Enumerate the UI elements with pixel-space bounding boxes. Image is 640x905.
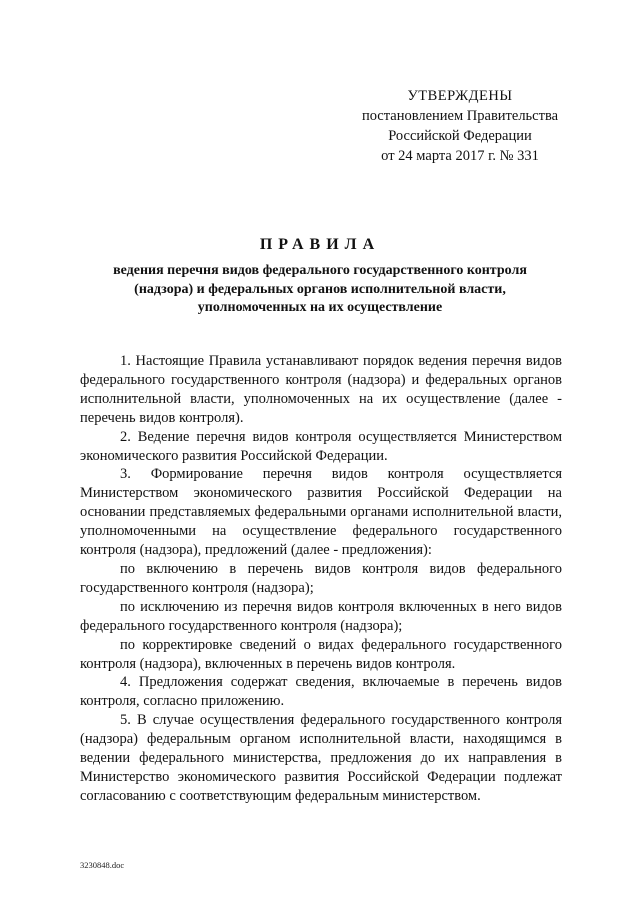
approval-line-2: Российской Федерации: [388, 128, 532, 144]
subtitle-line-1: ведения перечня видов федерального государственного контроля: [113, 263, 527, 278]
paragraph: 5. В случае осуществления федерального государственного контроля (надзора) федеральным органом исполнительной власти, находящимся в ведении федерального министерства, предложения до их направления в Министерство экономического развития Российской Федерации подлежат согласованию с соответствующим федеральным министерством.: [80, 712, 562, 804]
paragraph: 1. Настоящие Правила устанавливают порядок ведения перечня видов федерального государственного контроля (надзора) и федеральных органов исполнительной власти, уполномоченных на их осуществление (далее - перечень видов контроля).: [80, 353, 562, 426]
document-body: [80, 352, 562, 806]
approval-line-3: от 24 марта 2017 г. № 331: [381, 148, 539, 164]
subtitle-line-3: уполномоченных на их осуществление: [197, 300, 443, 315]
approval-block: [340, 86, 580, 166]
paragraph: 4. Предложения содержат сведения, включаемые в перечень видов контроля, согласно приложению.: [80, 674, 562, 710]
document-subtitle: [80, 262, 560, 318]
document-title: ПРАВИЛА: [259, 236, 381, 253]
approval-heading: УТВЕРЖДЕНЫ: [407, 88, 513, 104]
paragraph: 3. Формирование перечня видов контроля осуществляется Министерством экономического развития Российской Федерации на основании представляемых федеральными органами исполнительной власти, уполномоченными на осуществление федерального государственного контроля (надзора), предложений (далее - предложения):: [80, 466, 562, 559]
subtitle-line-2: (надзора) и федеральных органов исполнительной власти,: [134, 281, 506, 297]
paragraph: по включению в перечень видов контроля видов федерального государственного контроля (надзора);: [80, 560, 562, 596]
paragraph: по исключению из перечня видов контроля включенных в него видов федерального государственного контроля (надзора);: [80, 598, 562, 634]
paragraph: 2. Ведение перечня видов контроля осуществляется Министерством экономического развития Российской Федерации.: [80, 428, 562, 464]
paragraph: по корректировке сведений о видах федерального государственного контроля (надзора), включенных в перечень видов контроля.: [80, 636, 562, 672]
file-name-footer: 3230848.doc: [80, 860, 125, 870]
approval-line-1: постановлением Правительства: [361, 108, 559, 124]
